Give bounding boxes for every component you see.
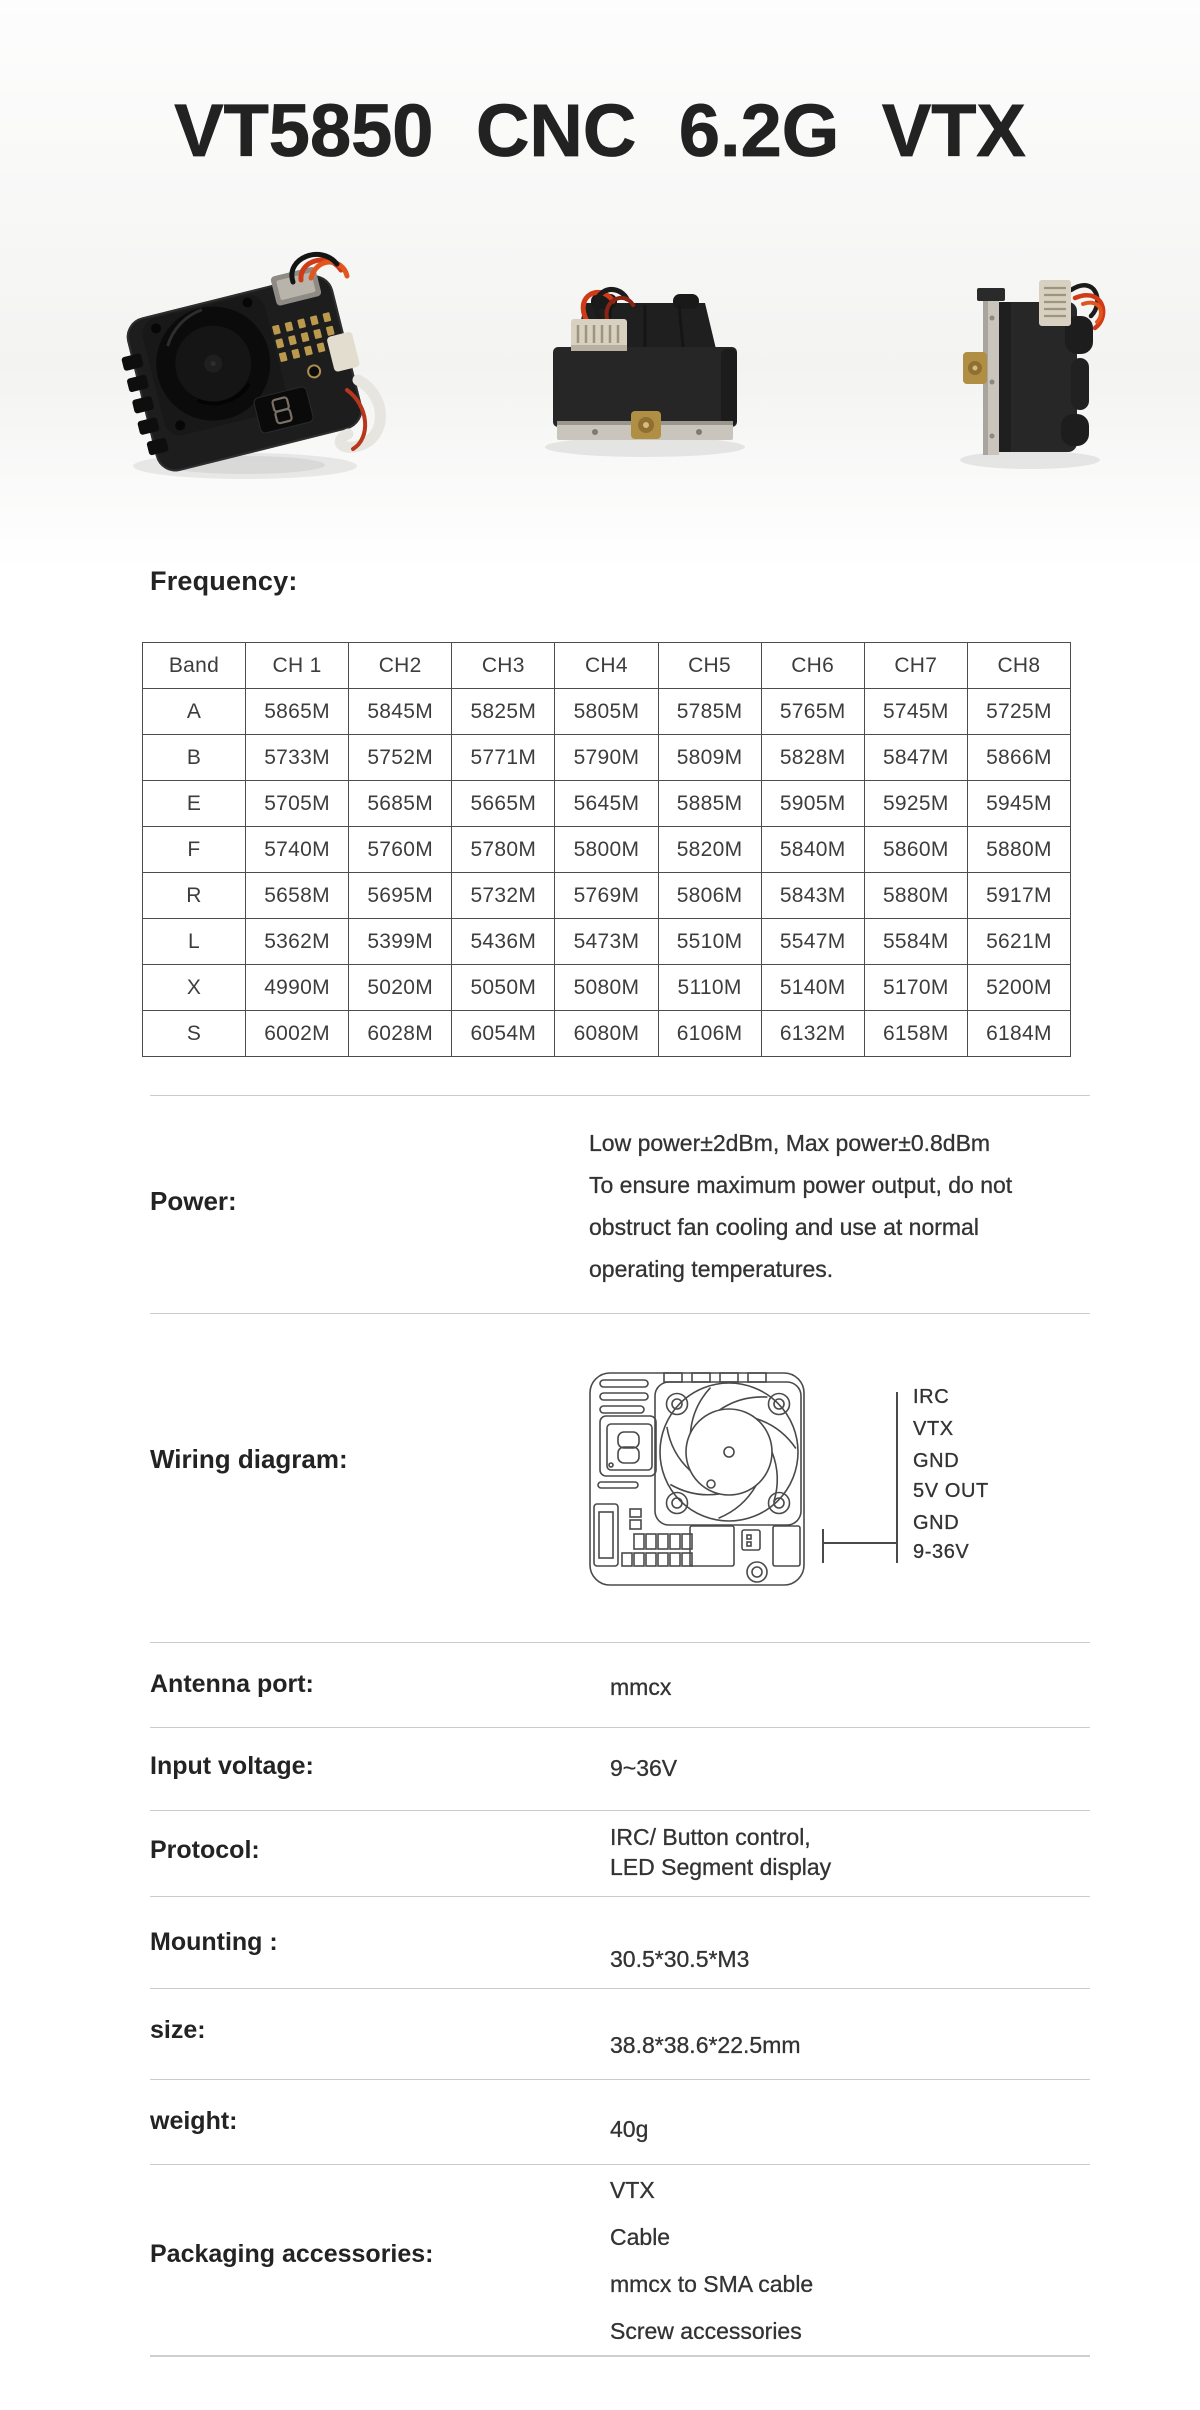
wiring-pin-label: 9-36V	[913, 1541, 970, 1563]
table-cell: 6158M	[864, 1011, 967, 1057]
table-cell: 5865M	[246, 689, 349, 735]
band-cell: B	[143, 735, 246, 781]
table-cell: 5945M	[967, 781, 1070, 827]
wiring-pin-label: IRC	[913, 1386, 950, 1408]
product-photo-angled	[95, 242, 395, 487]
table-cell: 5825M	[452, 689, 555, 735]
table-cell: 5436M	[452, 919, 555, 965]
band-cell: R	[143, 873, 246, 919]
spec-value-line: 40g	[610, 2116, 649, 2142]
wiring-diagram-label: Wiring diagram:	[150, 1444, 348, 1474]
spec-value-line: 38.8*38.6*22.5mm	[610, 2032, 801, 2058]
table-header-cell: CH 1	[246, 643, 349, 689]
spec-value	[610, 2167, 813, 2355]
table-cell: 5780M	[452, 827, 555, 873]
spec-label-size: size:	[150, 2016, 206, 2044]
table-header-cell: CH3	[452, 643, 555, 689]
table-cell: 6002M	[246, 1011, 349, 1057]
spec-value-line: Cable	[610, 2224, 671, 2250]
spec-value-line: VTX	[610, 2177, 655, 2203]
section-divider	[150, 1095, 1090, 1096]
band-cell: A	[143, 689, 246, 735]
table-cell: 5925M	[864, 781, 967, 827]
spec-value-line: 30.5*30.5*M3	[610, 1946, 750, 1972]
wiring-pin-label: 5V OUT	[913, 1480, 989, 1502]
spec-label-weight: weight:	[150, 2107, 238, 2135]
frequency-heading: Frequency:	[150, 566, 298, 596]
spec-value	[610, 2032, 801, 2059]
table-row	[143, 873, 1071, 919]
frequency-table	[142, 642, 1071, 1057]
wiring-pin-label: GND	[913, 1450, 960, 1472]
band-cell: E	[143, 781, 246, 827]
table-cell: 5866M	[967, 735, 1070, 781]
table-cell: 5806M	[658, 873, 761, 919]
table-cell: 5705M	[246, 781, 349, 827]
table-cell: 5200M	[967, 965, 1070, 1011]
table-header-cell: CH7	[864, 643, 967, 689]
table-header-row	[143, 643, 1071, 689]
table-header-cell: CH2	[349, 643, 452, 689]
spec-value	[610, 2116, 648, 2143]
wiring-diagram-drawing	[580, 1360, 1100, 1610]
power-line: operating temperatures.	[589, 1256, 834, 1282]
table-cell: 5510M	[658, 919, 761, 965]
two-pin-socket	[742, 1530, 760, 1550]
section-divider	[150, 2164, 1090, 2165]
section-divider	[150, 2079, 1090, 2080]
table-cell: 5658M	[246, 873, 349, 919]
smd-components	[622, 1534, 692, 1566]
power-line: To ensure maximum power output, do not	[589, 1172, 1013, 1198]
band-cell: S	[143, 1011, 246, 1057]
table-cell: 5760M	[349, 827, 452, 873]
spec-value-line: Screw accessories	[610, 2318, 802, 2344]
table-row	[143, 965, 1071, 1011]
table-cell: 5790M	[555, 735, 658, 781]
side-connector	[594, 1504, 618, 1566]
table-cell: 5020M	[349, 965, 452, 1011]
section-divider	[150, 1727, 1090, 1728]
spec-value-line: mmcx	[610, 1674, 672, 1700]
spec-value	[610, 1674, 671, 1701]
section-divider	[150, 1988, 1090, 1989]
spec-value-line: IRC/ Button control,	[610, 1824, 811, 1850]
table-cell: 5840M	[761, 827, 864, 873]
table-cell: 5665M	[452, 781, 555, 827]
table-cell: 5140M	[761, 965, 864, 1011]
wiring-pin-label: VTX	[913, 1418, 954, 1440]
section-divider	[150, 1313, 1090, 1314]
table-cell: 5843M	[761, 873, 864, 919]
band-cell: F	[143, 827, 246, 873]
power-label: Power:	[150, 1186, 237, 1216]
table-cell: 5845M	[349, 689, 452, 735]
table-header-cell: CH5	[658, 643, 761, 689]
table-row	[143, 919, 1071, 965]
spec-value-line: LED Segment display	[610, 1854, 832, 1880]
table-cell: 5695M	[349, 873, 452, 919]
table-cell: 5473M	[555, 919, 658, 965]
table-cell: 5769M	[555, 873, 658, 919]
spec-label-antenna-port: Antenna port:	[150, 1670, 314, 1698]
page-title: VT5850 CNC 6.2G VTX	[174, 89, 1026, 172]
table-cell: 5860M	[864, 827, 967, 873]
table-cell: 5740M	[246, 827, 349, 873]
table-cell: 5547M	[761, 919, 864, 965]
table-cell: 5685M	[349, 781, 452, 827]
table-cell: 5917M	[967, 873, 1070, 919]
table-cell: 6184M	[967, 1011, 1070, 1057]
band-cell: L	[143, 919, 246, 965]
table-cell: 5765M	[761, 689, 864, 735]
spec-label-protocol: Protocol:	[150, 1836, 260, 1864]
table-header-cell: CH8	[967, 643, 1070, 689]
table-cell: 5820M	[658, 827, 761, 873]
screw-hole	[747, 1562, 767, 1582]
spec-label-packaging: Packaging accessories:	[150, 2240, 434, 2268]
table-cell: 5725M	[967, 689, 1070, 735]
table-cell: 6106M	[658, 1011, 761, 1057]
table-cell: 5362M	[246, 919, 349, 965]
pinout-lines	[823, 1392, 897, 1563]
table-cell: 6080M	[555, 1011, 658, 1057]
photo-shadow	[960, 451, 1100, 469]
table-cell: 5809M	[658, 735, 761, 781]
table-row	[143, 781, 1071, 827]
section-divider	[150, 1896, 1090, 1897]
table-cell: 5110M	[658, 965, 761, 1011]
product-photo-front	[515, 275, 775, 465]
band-cell: X	[143, 965, 246, 1011]
table-cell: 5050M	[452, 965, 555, 1011]
spec-value-line: mmcx to SMA cable	[610, 2271, 814, 2297]
power-line: Low power±2dBm, Max power±0.8dBm	[589, 1130, 991, 1156]
table-cell: 4990M	[246, 965, 349, 1011]
table-cell: 5621M	[967, 919, 1070, 965]
table-row	[143, 827, 1071, 873]
table-cell: 5800M	[555, 827, 658, 873]
table-cell: 5880M	[967, 827, 1070, 873]
table-cell: 6054M	[452, 1011, 555, 1057]
table-cell: 5752M	[349, 735, 452, 781]
wiring-pin-label: GND	[913, 1512, 960, 1534]
table-cell: 5847M	[864, 735, 967, 781]
spec-value-line: 9~36V	[610, 1755, 678, 1781]
table-row	[143, 689, 1071, 735]
spec-label-input-voltage: Input voltage:	[150, 1752, 314, 1780]
spec-value	[610, 1822, 831, 1882]
table-row	[143, 1011, 1071, 1057]
table-cell: 5733M	[246, 735, 349, 781]
table-cell: 5785M	[658, 689, 761, 735]
section-divider	[150, 2355, 1090, 2357]
table-cell: 5399M	[349, 919, 452, 965]
table-cell: 5645M	[555, 781, 658, 827]
section-divider	[150, 1810, 1090, 1811]
vtx-body-angled	[111, 261, 374, 478]
table-cell: 5805M	[555, 689, 658, 735]
table-cell: 5584M	[864, 919, 967, 965]
table-header-cell: CH4	[555, 643, 658, 689]
table-row	[143, 735, 1071, 781]
table-cell: 5080M	[555, 965, 658, 1011]
spec-value	[610, 1946, 749, 1973]
table-cell: 5828M	[761, 735, 864, 781]
spec-label-mounting: Mounting :	[150, 1928, 278, 1956]
power-description	[589, 1122, 1012, 1290]
section-divider	[150, 1642, 1090, 1643]
table-cell: 5771M	[452, 735, 555, 781]
spec-value	[610, 1755, 677, 1782]
table-cell: 5880M	[864, 873, 967, 919]
table-cell: 5732M	[452, 873, 555, 919]
power-line: obstruct fan cooling and use at normal	[589, 1214, 979, 1240]
hero-section	[0, 0, 1200, 592]
table-cell: 5905M	[761, 781, 864, 827]
product-photo-side	[925, 240, 1140, 475]
table-cell: 6028M	[349, 1011, 452, 1057]
table-cell: 6132M	[761, 1011, 864, 1057]
table-header-cell: CH6	[761, 643, 864, 689]
table-header-cell: Band	[143, 643, 246, 689]
table-cell: 5745M	[864, 689, 967, 735]
table-cell: 5885M	[658, 781, 761, 827]
table-cell: 5170M	[864, 965, 967, 1011]
